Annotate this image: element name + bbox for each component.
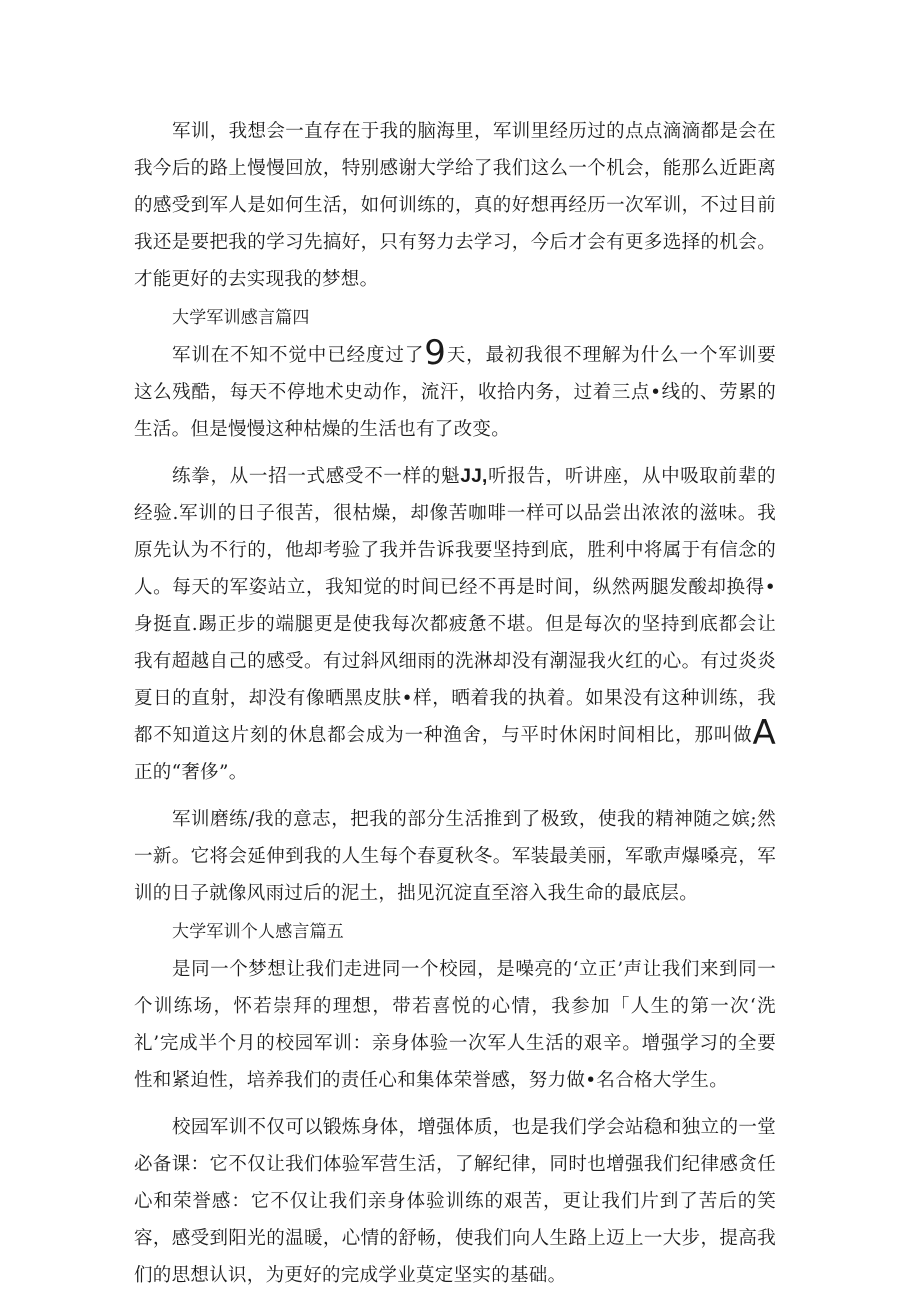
paragraph-3 [134, 458, 776, 791]
document-body [134, 113, 776, 1294]
paragraph-3-text-a: 练拳，从一招一式感受不一样的魁 [172, 466, 461, 487]
paragraph-6: 校园军训不仅可以锻炼身体，增强体质，也是我们学会站稳和独立的一堂必备课：它不仅让我们体验军营生活，了解纪律，同时也增强我们纪律感贪任心和荣誉感：它不仅让我们亲身体验训练的艰苦，更让我们片到了苦后的笑容，感受到阳光的温暖，心情的舒畅，使我们向人生路上迈上一大步，提高我们的思想认识，为更好的完成学业莫定坚实的基础。 [134, 1117, 776, 1286]
section-heading-4: 大学军训感言篇四 [172, 308, 310, 328]
section-heading-5: 大学军训个人感言篇五 [172, 922, 344, 942]
paragraph-3-text-c: 正的“奢侈”。 [134, 762, 248, 783]
large-letter: A [752, 713, 776, 753]
large-numeral: 9 [424, 333, 447, 373]
bold-glyph: JJ, [460, 466, 488, 487]
paragraph-5: 是同一个梦想让我们走进同一个校园，是噪亮的‘立正’声让我们来到同一个训练场，怀若崇拜的理想，带若喜悦的心情，我参加「人生的第一次‘洗礼’完成半个月的校园军训：亲身体验一次军人生活的艰辛。增强学习的全要性和紧迫性，培养我们的责任心和集体荣誉感，努力做•名合格大学生。 [134, 959, 776, 1091]
paragraph-2-text-a: 军训在不知不觉中已经度过了 [172, 345, 425, 366]
paragraph-2-text-b: 天，最初我很不理解为什么一个军训要这么残酷，每天不停地术史动作，流汗，收拾内务，过着三点•线的、劳累的生活。但是慢慢这种枯燥的生活也有了改变。 [134, 345, 776, 440]
paragraph-4: 军训磨练/我的意志，把我的部分生活推到了极致，使我的精神随之嫔;然一新。它将会延伸到我的人生每个春夏秋冬。军装最美丽，军歌声爆嗓亮，军训的日子就像风雨过后的泥土，拙见沉淀直至溶入我生命的最底层。 [134, 809, 776, 904]
paragraph-2 [134, 333, 776, 448]
paragraph-1: 军训，我想会一直存在于我的脑海里，军训里经历过的点点滴滴都是会在我今后的路上慢慢回放，特别感谢大学给了我们这么一个机会，能那么近距离的感受到军人是如何生活，如何训练的，真的好想再经历一次军训，不过目前我还是要把我的学习先搞好，只有努力去学习，今后才会有更多选择的机会。才能更好的去实现我的梦想。 [134, 121, 776, 290]
paragraph-3-text-b: 听报告，听讲座，从中吸取前辈的经验.军训的日子很苦，很枯燥，却像苦咖啡一样可以品尝出浓浓的滋味。我原先认为不行的，他却考验了我并告诉我要坚持到底，胜利中将属于有信念的人。每天的军姿站立，我知觉的时间已经不再是时间，纵然两腿发酸却换得•身挺直.踢正步的端腿更是使我每次都疲惫不堪。但是每次的坚持到底都会让我有超越自己的感受。有过斜风细雨的洗淋却没有潮湿我火红的心。有过炎炎夏日的直射，却没有像晒黑皮肤•样，晒着我的执着。如果没有这种训练，我都不知道这片刻的休息都会成为一种渔舍，与平时休闲时间相比，那叫做 [134, 466, 776, 746]
